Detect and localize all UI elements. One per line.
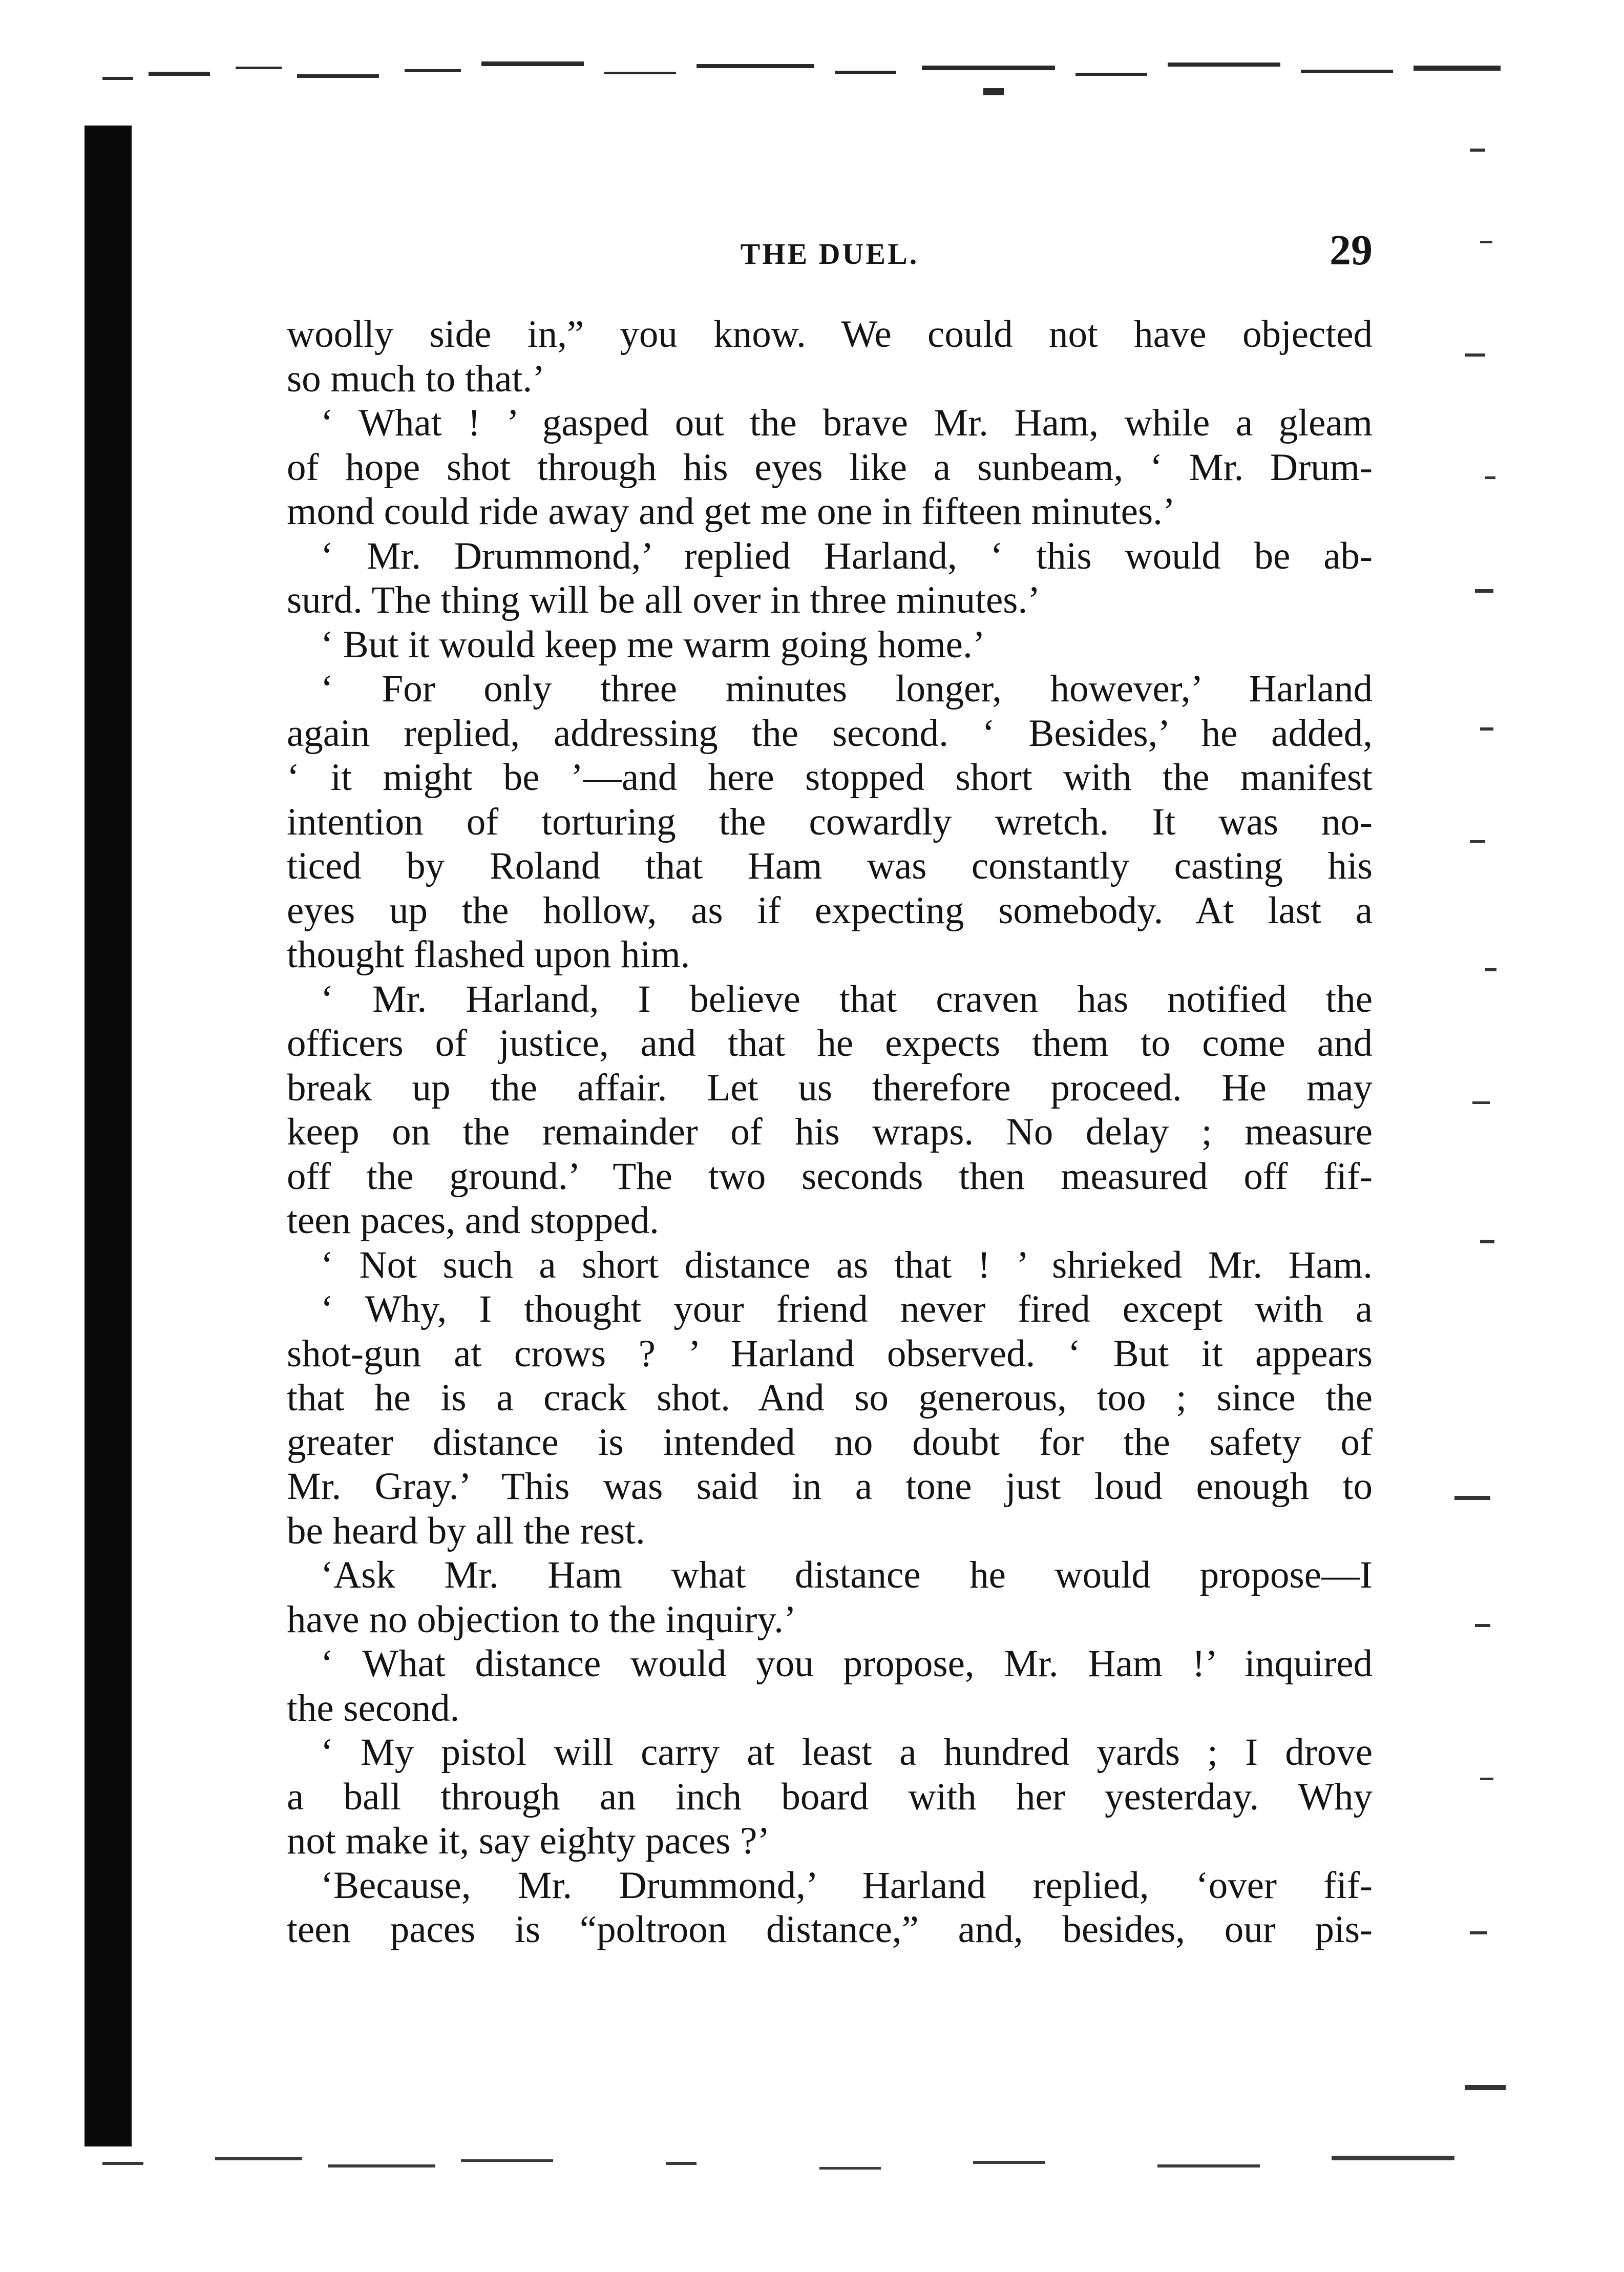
text-line: ‘ Mr. Harland, I believe that craven has notified the bbox=[321, 977, 1373, 1020]
text-line: ‘Because, Mr. Drummond,’ Harland replied, ‘over fif- bbox=[321, 1864, 1373, 1907]
top-edge-scan-noise bbox=[102, 56, 1516, 113]
text-line: surd. The thing will be all over in three minutes.’ bbox=[287, 579, 1041, 621]
running-header bbox=[287, 225, 1373, 282]
bottom-edge-scan-noise bbox=[102, 2141, 1516, 2187]
text-line: have no objection to the inquiry.’ bbox=[287, 1598, 796, 1641]
text-line: Mr. Gray.’ This was said in a tone just loud enough to bbox=[287, 1465, 1373, 1508]
text-line: mond could ride away and get me one in fifteen minutes.’ bbox=[287, 490, 1175, 533]
text-line: teen paces is “poltroon distance,” and, besides, our pis- bbox=[287, 1908, 1373, 1951]
text-line: ‘ Why, I thought your friend never fired except with a bbox=[321, 1288, 1373, 1330]
text-line: woolly side in,” you know. We could not have objected bbox=[287, 313, 1373, 356]
text-line: ‘ Not such a short distance as that ! ’ shrieked Mr. Ham. bbox=[321, 1243, 1373, 1286]
text-line: be heard by all the rest. bbox=[287, 1509, 645, 1552]
text-line: again replied, addressing the second. ‘ Besides,’ he added, bbox=[287, 712, 1373, 755]
body-text bbox=[287, 312, 1373, 1952]
page-number: 29 bbox=[1330, 226, 1373, 274]
text-line: off the ground.’ The two seconds then measured off fif- bbox=[287, 1155, 1373, 1198]
text-line: ‘ Mr. Drummond,’ replied Harland, ‘ this would be ab- bbox=[321, 534, 1373, 577]
binding-gutter-shadow bbox=[85, 126, 132, 2146]
text-line: ‘Ask Mr. Ham what distance he would propose—I bbox=[321, 1554, 1373, 1596]
text-line: eyes up the hollow, as if expecting somebody. At last a bbox=[287, 889, 1373, 932]
text-line: thought flashed upon him. bbox=[287, 933, 690, 976]
text-line: ‘ But it would keep me warm going home.’ bbox=[321, 623, 985, 666]
text-line: the second. bbox=[287, 1686, 460, 1729]
text-line: ‘ it might be ’—and here stopped short with the manifest bbox=[287, 756, 1373, 799]
text-line: officers of justice, and that he expects them to come and bbox=[287, 1022, 1373, 1065]
text-line: ‘ My pistol will carry at least a hundred yards ; I drove bbox=[321, 1731, 1373, 1774]
text-line: of hope shot through his eyes like a sunbeam, ‘ Mr. Drum- bbox=[287, 446, 1373, 489]
text-line: keep on the remainder of his wraps. No delay ; measure bbox=[287, 1111, 1373, 1153]
text-line: intention of torturing the cowardly wretch. It was no- bbox=[287, 800, 1373, 843]
running-title: THE DUEL. bbox=[740, 237, 919, 270]
text-line: not make it, say eighty paces ?’ bbox=[287, 1820, 770, 1862]
text-line: break up the affair. Let us therefore proceed. He may bbox=[287, 1066, 1373, 1109]
text-line: ticed by Roland that Ham was constantly casting his bbox=[287, 845, 1373, 887]
text-line: a ball through an inch board with her yesterday. Why bbox=[287, 1775, 1373, 1818]
text-line: teen paces, and stopped. bbox=[287, 1199, 659, 1242]
text-line: ‘ What ! ’ gasped out the brave Mr. Ham, while a gleam bbox=[321, 402, 1373, 444]
text-line: that he is a crack shot. And so generous, too ; since the bbox=[287, 1377, 1373, 1419]
text-line: so much to that.’ bbox=[287, 357, 545, 400]
text-line: ‘ For only three minutes longer, however,’ Harland bbox=[321, 668, 1373, 710]
text-line: greater distance is intended no doubt for the safety of bbox=[287, 1421, 1373, 1464]
text-line: ‘ What distance would you propose, Mr. Ham !’ inquired bbox=[321, 1642, 1373, 1685]
text-line: shot-gun at crows ? ’ Harland observed. ‘ But it appears bbox=[287, 1332, 1373, 1375]
right-edge-scan-noise bbox=[1449, 87, 1521, 2187]
